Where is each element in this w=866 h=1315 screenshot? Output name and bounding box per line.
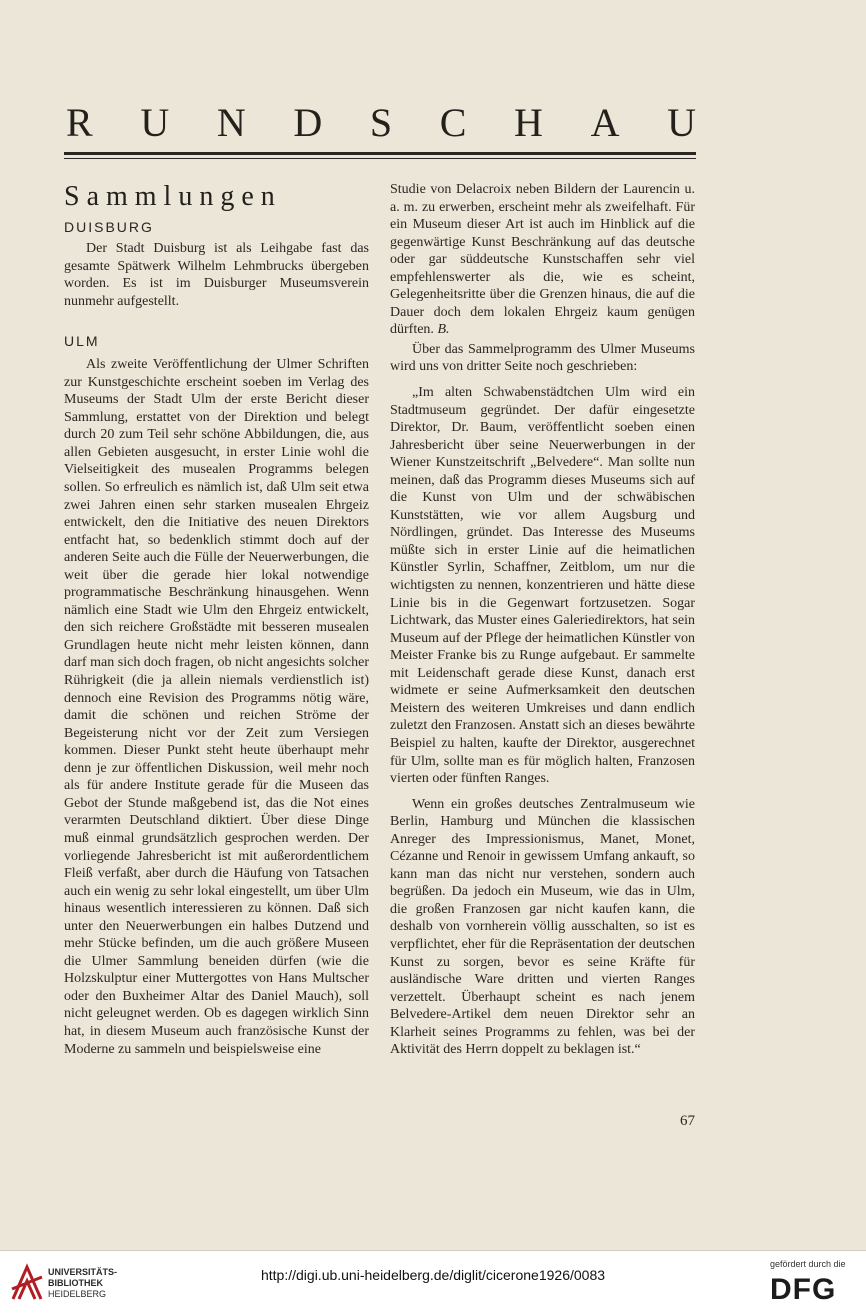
masthead-letter: U [667, 100, 696, 145]
masthead-letter: D [293, 100, 323, 145]
duisburg-paragraph: Der Stadt Duisburg ist als Leihgabe fast das gesamte Spätwerk Wilhelm Lehmbrucks übergeben worden. Es ist im Duisburger Museumsverein nunmehr aufgestellt. [64, 241, 369, 309]
uni-line-1: UNIVERSITÄTS- [48, 1267, 118, 1277]
page-number: 67 [680, 1113, 695, 1129]
ulm-paragraph: Als zweite Veröffentlichung der Ulmer Schriften zur Kunstgeschichte erscheint soeben im Verlag des Museums der Stadt Ulm der erste Bericht dieser Sammlung, erstattet von der Direktion und belegt durch 20 zum Teil sehr schöne Abbildungen, die, aus allen Gebieten ausgesucht, in erster Linie wohl die Vielseitigkeit des musealen Programms belegen sollen. So erfreulich es nämlich ist, daß Ulm seit etwa zwei Jahren einen sehr starken musealen Ehrgeiz entwickelt, den die Initiative des neuen Direktors entfacht hat, so bedenklich stimmt doch auf der anderen Seite auch die Fülle der Neuerwerbungen, die weit über die gerade hier lokal notwendige programmatische Beschränkung hinausgehen. Wenn nämlich eine Stadt wie Ulm den Ehrgeiz entwickelt, den sich reichere Großstädte mit besseren musealen Grundlagen heute nicht mehr leisten können, dann darf man sich doch fragen, ob nicht angesichts solcher Rührigkeit (die ja allein niemals verdienstlich ist) dennoch eine Revision des Programms nötig wäre, damit die schönen und reichen Ströme der Begeisterung nicht vor der Zeit zum Versiegen kommen. Dieser Punkt steht heute überhaupt mehr denn je zur öffentlichen Diskussion, weil mehr noch als für andere Institute gerade für die Museen das Gebot der Stunde maßgebend ist, das die Not eines verarmten Deutschland diktiert. Über diese Dinge muß einmal grundsätzlich gesprochen werden. Der vorliegende Jahresbericht ist mit außerordentlichem Fleiß verfaßt, aber durch die Häufung von Tatsachen auch ein wenig zu sehr lokal eingestellt, um über Ulm hinaus wesentlich interessieren zu können. Daß sich unter den Neuerwerbungen ein halbes Dutzend und mehr Stücke befinden, um die auch größere Museen die Ulmer Sammlung beneiden dürfen (wie die Holzskulptur einer Muttergottes von Hans Multscher oder den Buxheimer Altar des Daniel Mauch), soll nicht geleugnet werden. Ob es dagegen wirklich Sinn hat, in diesem Museum auch französische Kunst der Moderne zu sammeln und beispielsweise eine [64, 357, 369, 1057]
masthead [66, 98, 696, 148]
sammelprogramm-intro: Über das Sammelprogramm des Ulmer Museums wird uns von dritter Seite noch geschrieben: [390, 341, 695, 375]
dfg-logo: DFG [770, 1273, 837, 1306]
masthead-letter: A [590, 100, 620, 145]
funded-by-label: gefördert durch die [770, 1259, 846, 1269]
source-url-link[interactable]: http://digi.ub.uni-heidelberg.de/diglit/cicerone1926/0083 [260, 1267, 606, 1283]
masthead-letter: N [216, 100, 246, 145]
continued-paragraph [390, 181, 695, 339]
author-signature: B. [437, 322, 450, 338]
duisburg-heading: DUISBURG [64, 219, 154, 235]
right-column [390, 181, 695, 1059]
quote-paragraph-2: Wenn ein großes deutsches Zentralmuseum wie Berlin, Hamburg und München die klassischen Anreger des Impressionismus, Manet, Monet, Cézanne und Renoir in gewissem Umfang ankauft, so kann man das nicht nur verstehen, sondern auch begrüßen. Da jedoch ein Museum, wie das in Ulm, die großen Franzosen gar nicht kaufen kann, die deshalb von vornherein völlig ausschalten, so ist es verpflichtet, eher für die Repräsentation der deutschen Kunst zu sorgen, bevor es seine Kräfte für ausländische Ware dritten und vierten Ranges verzettelt. Überhaupt scheint es nach jenem Belvedere-Artikel dem neuen Direktor sehr an Klarheit seines Programms zu fehlen, was bei der Aktivität des Herrn doppelt zu beklagen ist.“ [390, 796, 695, 1058]
quote-paragraph-1: „Im alten Schwabenstädtchen Ulm wird ein Stadtmuseum gegründet. Der dafür eingesetzte Direktor, Dr. Baum, veröffentlicht soeben einen Jahresbericht über seine Neuerwerbungen in der Wiener Kunstzeitschrift „Belvedere“. Man sollte nun meinen, daß das Programm dieses Museums sich auf die Kunst von Ulm und der schwäbischen Kunststätten, wie vor allem Augsburg und Nördlingen, gründet. Das Interesse des Museums müßte sich in erster Linie auf die heimatlichen Künstler Syrlin, Schaffner, Zeitblom, um nur die wichtigsten zu nennen, konzentrieren und hätte diese Linie bis in die Gegenwart fortzusetzen. Sogar Lichtwark, das Muster eines Galeriedirektors, hat sein Museum auf der Pflege der heimatlichen Künstler von Meister Franke bis zu Runge aufgebaut. Er sammelte mit Leidenschaft gerade diese Kunst, danach erst widmete er seine Aufmerksamkeit den deutschen Meistern des weiteren Umkreises und dann endlich zuletzt den Franzosen. Anstatt sich an dieses bewährte Beispiel zu halten, kaufte der Direktor, ausgerechnet für Ulm, sollte man es für möglich halten, Franzosen vierten oder fünften Ranges. [390, 385, 695, 787]
continued-paragraph-text: Studie von Delacroix neben Bildern der Laurencin u. a. m. zu erwerben, erscheint mehr als zweifelhaft. Für ein Museum dieser Art ist auch im Hinblick auf die gegenwärtige Kunst Beschränkung auf das deutsche oder gar süddeutsche Kunstschaffen sehr viel empfehlenswerter als die, wie es scheint, Gelegenheitsritte über die Grenzen hinaus, die auf die Dauer doch dem lokalen Ehrgeiz kaum genügen dürften. [390, 182, 695, 338]
masthead-letter: S [369, 100, 393, 145]
masthead-rule-thick [64, 152, 696, 155]
uni-line-3: HEIDELBERG [48, 1289, 107, 1299]
ulm-heading: ULM [64, 333, 100, 350]
masthead-letter: R [66, 100, 93, 145]
masthead-rule-thin [64, 158, 696, 159]
masthead-letter: H [514, 100, 543, 145]
left-column [64, 180, 369, 1058]
uni-line-2: BIBLIOTHEK [48, 1278, 103, 1288]
section-title: Sammlungen [64, 181, 282, 212]
masthead-letter: U [140, 100, 170, 145]
masthead-letter: C [439, 100, 467, 145]
footer-bar [0, 1250, 866, 1315]
